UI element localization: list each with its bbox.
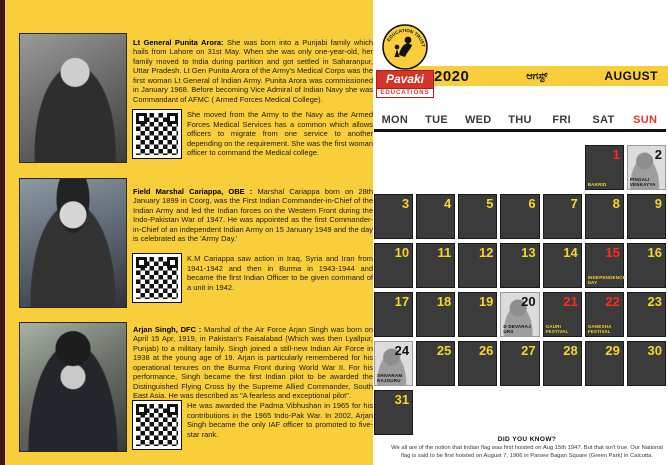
calendar-day-29 (585, 341, 624, 386)
pavaki-logo (376, 24, 434, 98)
article-qr-row (133, 110, 373, 158)
year-label: 2020 (434, 67, 470, 85)
article-heading: Field Marshal Cariappa, OBE : (133, 186, 253, 196)
calendar-day-25 (416, 341, 455, 386)
trust-emblem-icon (382, 24, 428, 70)
arjan-singh-photo (19, 322, 127, 452)
article-side-text: He was awarded the Padma Vibhushan in 1965 for his contributions in the 1965 Indo-Pak War. In 2002, Arjan Singh became the only IAF officer to promoted to five-star rank. (187, 401, 373, 439)
calendar-day-16 (627, 243, 666, 288)
day-number: 19 (478, 294, 494, 309)
day-number: 8 (612, 196, 620, 211)
calendar-day-2 (627, 145, 666, 190)
month-header-bar (408, 66, 668, 86)
day-number: 10 (394, 245, 410, 260)
day-number: 13 (521, 245, 536, 260)
article-qr-row (133, 254, 373, 302)
day-number: 20 (521, 294, 536, 309)
day-number: 6 (528, 196, 536, 211)
day-number: 27 (521, 343, 536, 358)
logo-sub-label: EDUCATIONS (376, 89, 434, 98)
header-divider (374, 129, 666, 132)
did-you-know-text: We all are of the notion that Indian flag was first hoisted on Aug 15th 1947. But that isn't true. Our National flag is said to be first hoisted on August 7, 1906 in Parsee Bagan Square (Green Park) in Calcutta. (391, 445, 663, 459)
calendar-day-6 (500, 194, 539, 239)
day-number: 21 (563, 294, 578, 309)
did-you-know-box (388, 436, 666, 460)
calendar-day-14 (543, 243, 582, 288)
calendar-day-8 (585, 194, 624, 239)
day-number: 17 (394, 294, 410, 309)
article-qr-row (133, 401, 373, 449)
calendar-day-21 (543, 292, 582, 337)
day-number: 5 (486, 196, 494, 211)
calendar-day-26 (458, 341, 497, 386)
day-number: 14 (563, 245, 578, 260)
day-number: 2 (654, 147, 662, 162)
calendar-day-11 (416, 243, 455, 288)
article-side-text: K.M Cariappa saw action in Iraq, Syria and Iran from 1941-1942 and then in Burma in 1943-1944 and became the first Indian Officer to be given command of a unit in 1942. (187, 254, 373, 292)
weekday-header-row (374, 114, 666, 126)
article-heading: Arjan Singh, DFC : (133, 324, 202, 334)
calendar-day-20 (500, 292, 539, 337)
qr-code-icon (133, 110, 181, 158)
calendar-day-7 (543, 194, 582, 239)
calendar-day-12 (458, 243, 497, 288)
day-label: BAKRID (587, 182, 607, 187)
day-number: 3 (401, 196, 410, 211)
day-number: 23 (647, 294, 662, 309)
article-arjan-singh (133, 325, 373, 401)
article-heading: Lt General Punita Arora: (133, 37, 224, 47)
calendar-day-9 (627, 194, 666, 239)
calendar-day-10 (374, 243, 413, 288)
calendar-day-4 (416, 194, 455, 239)
calendar-day-1 (585, 145, 624, 190)
calendar-day-18 (416, 292, 455, 337)
day-number: 22 (605, 294, 620, 309)
month-name-english: AUGUST (604, 69, 658, 83)
day-number: 16 (647, 245, 662, 260)
weekday-wed: WED (464, 114, 492, 126)
day-number: 28 (563, 343, 578, 358)
day-number: 1 (612, 147, 620, 162)
article-cariappa (133, 187, 373, 244)
logo-brand-label: Pavaki (376, 70, 434, 89)
day-number: 7 (570, 196, 578, 211)
day-number: 31 (394, 392, 410, 407)
day-number: 12 (478, 245, 494, 260)
month-name-kannada: ಆಗಸ್ಟ್ (526, 70, 548, 82)
left-page (5, 0, 373, 465)
day-number: 24 (394, 343, 410, 358)
day-label: GANESHA FESTIVAL (587, 324, 612, 334)
weekday-tue: TUE (425, 114, 449, 126)
calendar-day-3 (374, 194, 413, 239)
punita-arora-photo (19, 33, 127, 163)
day-number: 4 (444, 196, 452, 211)
article-body: Marshal of the Air Force Arjan Singh was born on April 15 Apr, 1919, in Pakistan's Faisalabad (Which was then Lyallpur, Punjab) to a military family. Singh joined a still-new Indian Air Force in 1938 at the young age of 19. Arjan is particularly remembered for his operational tenures on the Burma Front during World War II. For his performance, Singh became the first Indian pilot to be awarded the Distinguished Flying Cross by the Supreme Allied Commander, South East Asia. He was described as "A fearless and exceptional pilot". (133, 324, 373, 400)
calendar-grid (374, 145, 666, 435)
day-number: 18 (436, 294, 452, 309)
weekday-fri: FRI (552, 114, 572, 126)
cariappa-photo (19, 178, 127, 308)
article-side-text: She moved from the Army to the Navy as the Armed Forces Medical Services has a common which allows officers to migrate from one service to another depending on the requirement. She was the first woman officer to command the Medical college. (187, 110, 373, 157)
calendar-day-17 (374, 292, 413, 337)
calendar-day-28 (543, 341, 582, 386)
day-label: GAURI FESTIVAL (545, 324, 569, 334)
calendar-day-27 (500, 341, 539, 386)
day-number: 30 (647, 343, 662, 358)
day-label: INDEPENDENCE DAY (587, 275, 626, 285)
day-number: 29 (605, 343, 620, 358)
calendar-day-15 (585, 243, 624, 288)
calendar-day-31 (374, 390, 413, 435)
qr-code-icon (133, 254, 181, 302)
calendar-day-5 (458, 194, 497, 239)
calendar-day-24 (374, 341, 413, 386)
calendar-day-19 (458, 292, 497, 337)
did-you-know-title: DID YOU KNOW? (497, 436, 557, 443)
qr-code-icon (133, 401, 181, 449)
day-label: D DEVARAJ URS (503, 324, 531, 334)
day-number: 26 (478, 343, 494, 358)
day-number: 9 (654, 196, 662, 211)
weekday-mon: MON (381, 114, 409, 126)
day-number: 25 (436, 343, 452, 358)
weekday-thu: THU (508, 114, 532, 126)
day-label: SHIVARAM RAJGURU (377, 373, 403, 383)
article-body: Marshal Cariappa born on 28th January 1899 in Coorg, was the First Indian Commander-in-Chief of the Indian Army and led the Indian forces on the Western Front during the Indo-Pakistan War of 1947. He was appointed as the first Commander-in-Chief of an independent Indian Army on 15 January 1949 and the day is celebrated as the 'Army Day.' (133, 186, 374, 243)
calendar-day-30 (627, 341, 666, 386)
calendar-day-13 (500, 243, 539, 288)
weekday-sun: SUN (633, 114, 658, 126)
calendar-day-22 (585, 292, 624, 337)
svg-text:EDUCATION TRUST: EDUCATION TRUST (386, 27, 426, 48)
day-number: 11 (437, 245, 452, 260)
article-body: She was born into a Punjabi family which hails from Lahore on 31st May. When she was only one-year-old, her family moved to India during partition and got settled in Saharanpur, Uttar Pradesh. Lt Gen Punita Arora of the Army's Medical Corps was the first woman Lt General of Indian Army. Punita Arora was commissioned in January 1968. Before becoming Vice Admiral of Indian Navy she was Commandant of AFMC ( Armed Forces Medical College). (133, 37, 373, 104)
calendar-day-23 (627, 292, 666, 337)
article-punita-arora (133, 38, 373, 105)
weekday-sat: SAT (592, 114, 615, 126)
day-number: 15 (605, 245, 620, 260)
day-label: PINGALI VENKAYYA (629, 177, 656, 187)
